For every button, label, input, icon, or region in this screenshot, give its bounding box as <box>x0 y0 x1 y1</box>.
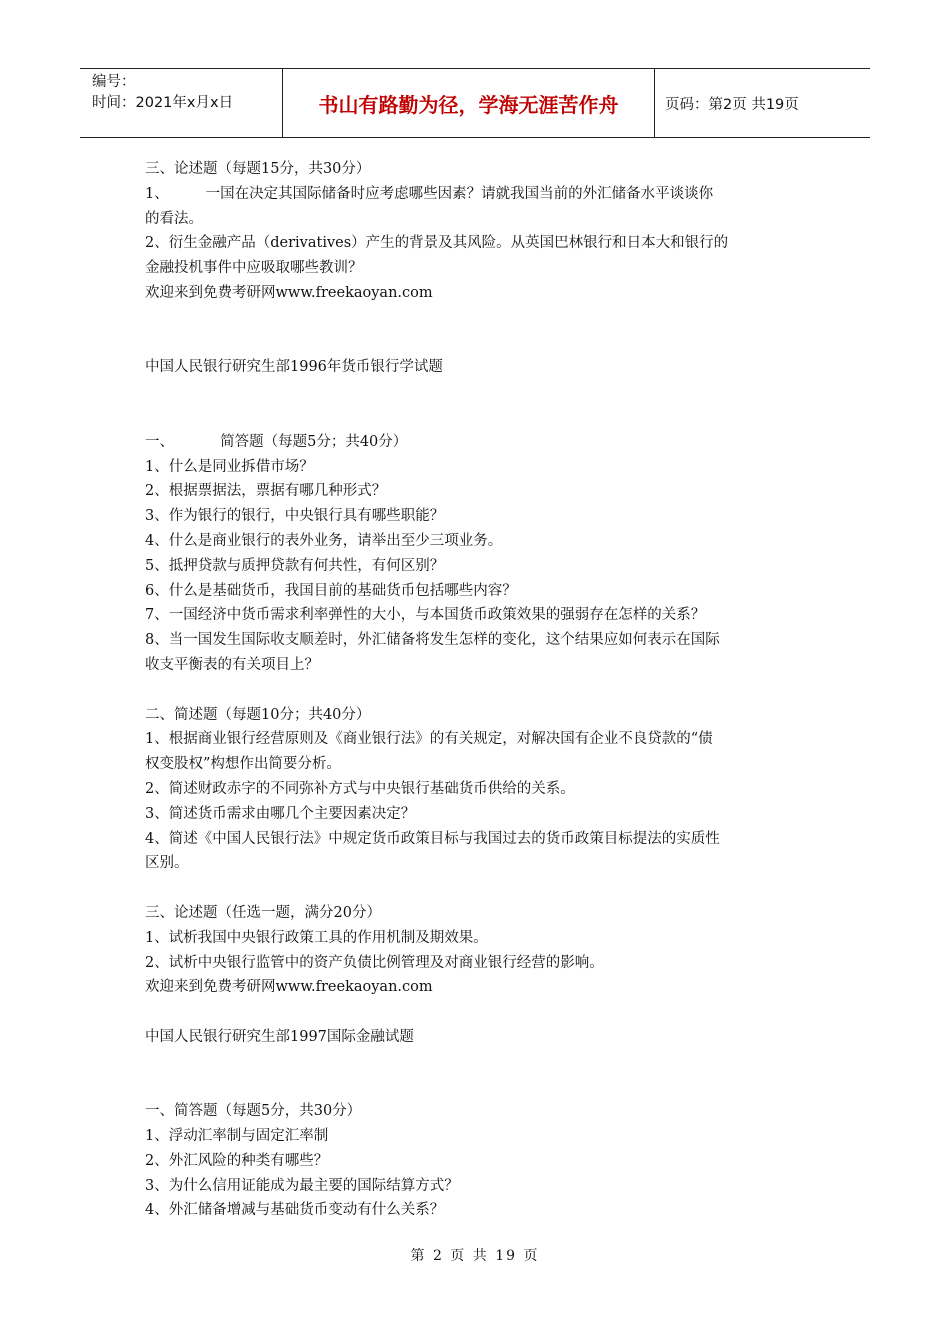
text-line: 1、浮动汇率制与固定汇率制 <box>145 1128 329 1145</box>
text-line: 权变股权”构想作出简要分析。 <box>145 756 341 773</box>
text-line: 中国人民银行研究生部1996年货币银行学试题 <box>145 359 443 376</box>
header-page-info: 页码：第2页 共19页 <box>665 96 799 113</box>
text-line: 2、简述财政赤字的不同弥补方式与中央银行基础货币供给的关系。 <box>145 780 575 797</box>
header-meta <box>80 69 283 137</box>
text-line: 三、论述题（任选一题，满分20分） <box>145 904 381 921</box>
text-line: 4、外汇储备增减与基础货币变动有什么关系？ <box>145 1202 445 1219</box>
text-line: 3、为什么信用证能成为最主要的国际结算方式？ <box>145 1177 459 1194</box>
text-line: 金融投机事件中应吸取哪些教训？ <box>145 260 363 277</box>
text-line: 二、简述题（每题10分；共40分） <box>145 706 371 723</box>
text-line: 1、根据商业银行经营原则及《商业银行法》的有关规定，对解决国有企业不良贷款的“债 <box>145 731 713 748</box>
text-line: 1、试析我国中央银行政策工具的作用机制及期效果。 <box>145 929 488 946</box>
text-line: 收支平衡表的有关项目上？ <box>145 656 319 673</box>
text-line: 4、什么是商业银行的表外业务，请举出至少三项业务。 <box>145 532 503 549</box>
text-line <box>145 1074 815 1099</box>
text-line: 三、论述题（每题15分，共30分） <box>145 161 371 177</box>
date-label: 时间：2021年x月x日 <box>92 95 234 111</box>
text-line: 欢迎来到免费考研网www.freekaoyan.com <box>145 979 433 996</box>
text-line: 2、衍生金融产品（derivatives）产生的背景及其风险。从英国巴林银行和日本大和银行的 <box>145 235 729 252</box>
text-line <box>145 306 815 331</box>
document-body <box>145 157 815 1223</box>
text-line: 2、外汇风险的种类有哪些？ <box>145 1152 329 1169</box>
text-line: 5、抵押贷款与质押贷款有何共性，有何区别？ <box>145 557 445 574</box>
text-line: 7、一国经济中货币需求利率弹性的大小，与本国货币政策效果的强弱存在怎样的关系？ <box>145 607 706 624</box>
text-line <box>145 380 815 405</box>
text-line: 1、 一国在决定其国际储备时应考虑哪些因素？请就我国当前的外汇储备水平谈谈你 <box>145 185 714 202</box>
text-line <box>145 678 815 703</box>
text-line <box>145 876 815 901</box>
page-header <box>80 68 870 138</box>
text-line: 4、简述《中国人民银行法》中规定货币政策目标与我国过去的货币政策目标提法的实质性 <box>145 830 720 847</box>
text-line <box>145 1050 815 1075</box>
text-line: 2、试析中央银行监管中的资产负债比例管理及对商业银行经营的影响。 <box>145 954 604 971</box>
text-line: 欢迎来到免费考研网www.freekaoyan.com <box>145 284 433 301</box>
text-line: 区别。 <box>145 855 189 872</box>
text-line: 的看法。 <box>145 210 203 227</box>
text-line <box>145 405 815 430</box>
text-line: 一、 简答题（每题5分；共40分） <box>145 433 408 450</box>
text-line <box>145 331 815 356</box>
header-motto: 书山有路勤为径，学海无涯苦作舟 <box>283 69 655 137</box>
text-line: 一、简答题（每题5分，共30分） <box>145 1103 362 1120</box>
number-label: 编号： <box>92 74 136 90</box>
text-line: 3、作为银行的银行，中央银行具有哪些职能？ <box>145 508 445 525</box>
text-line: 1、什么是同业拆借市场？ <box>145 458 314 475</box>
text-line: 3、简述货币需求由哪几个主要因素决定？ <box>145 805 416 822</box>
text-line: 6、什么是基础货币，我国目前的基础货币包括哪些内容？ <box>145 582 517 599</box>
text-line <box>145 1000 815 1025</box>
text-line: 2、根据票据法，票据有哪几种形式？ <box>145 483 387 500</box>
page-footer: 第 2 页 共 19 页 <box>410 1248 540 1264</box>
text-line: 8、当一国发生国际收支顺差时，外汇储备将发生怎样的变化，这个结果应如何表示在国际 <box>145 632 720 649</box>
text-line: 中国人民银行研究生部1997国际金融试题 <box>145 1028 414 1045</box>
